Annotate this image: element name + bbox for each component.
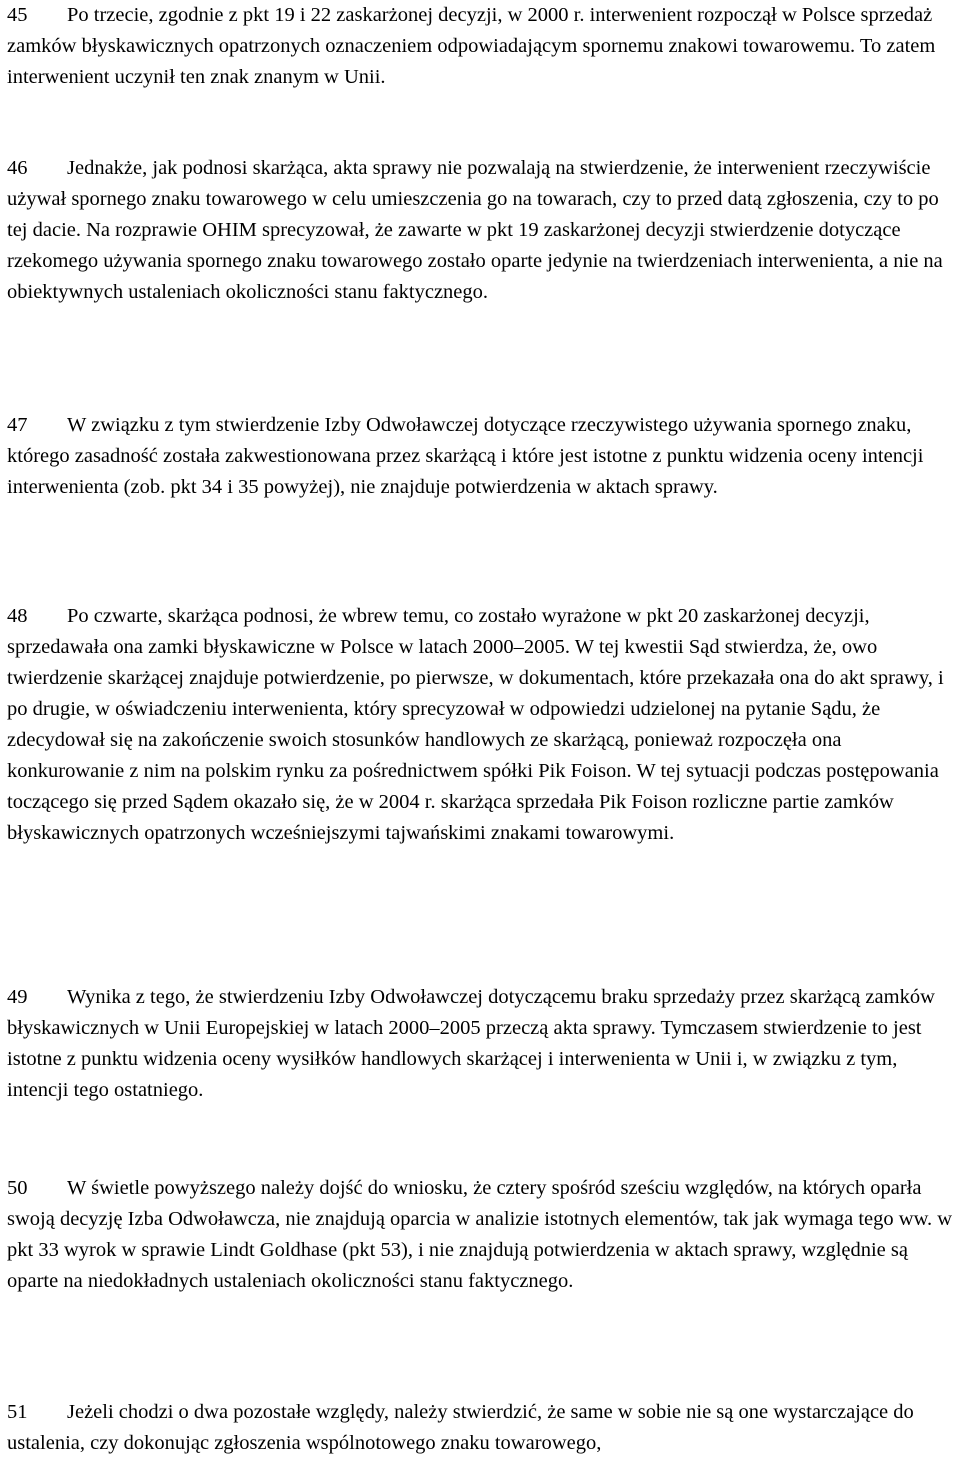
paragraph-number: 50: [7, 1177, 28, 1199]
paragraph-text: W związku z tym stwierdzenie Izby Odwoławczej dotyczące rzeczywistego używania spornego znaku, którego zasadność została zakwestionowana przez skarżącą i które jest istotne z punktu widzenia oceny intencji interwenienta (zob. pkt 34 i 35 powyżej), nie znajduje potwierdzenia w aktach sprawy.: [7, 414, 924, 498]
paragraph-50: [7, 1173, 955, 1297]
paragraph-number: 45: [7, 4, 28, 26]
paragraph-number: 48: [7, 605, 28, 627]
paragraph-text: Jeżeli chodzi o dwa pozostałe względy, należy stwierdzić, że same w sobie nie są one wystarczające do ustalenia, czy dokonując zgłoszenia wspólnotowego znaku towarowego,: [7, 1401, 914, 1454]
paragraph-text: Po trzecie, zgodnie z pkt 19 i 22 zaskarżonej decyzji, w 2000 r. interwenient rozpoczął w Polsce sprzedaż zamków błyskawicznych opatrzonych oznaczeniem odpowiadającym spornemu znakowi towarowemu. To zatem interwenient uczynił ten znak znanym w Unii.: [7, 4, 936, 88]
paragraph-number: 51: [7, 1401, 28, 1423]
paragraph-text: W świetle powyższego należy dojść do wniosku, że cztery spośród sześciu względów, na których oparła swoją decyzję Izba Odwoławcza, nie znajdują oparcia w analizie istotnych elementów, tak jak wymaga tego ww. w pkt 33 wyrok w sprawie Lindt Goldhase (pkt 53), i nie znajdują potwierdzenia w aktach sprawy, względnie są oparte na niedokładnych ustaleniach okoliczności stanu faktycznego.: [7, 1177, 953, 1292]
paragraph-45: [7, 0, 955, 93]
paragraph-text: Jednakże, jak podnosi skarżąca, akta sprawy nie pozwalają na stwierdzenie, że interwenient rzeczywiście używał spornego znaku towarowego w celu umieszczenia go na towarach, czy to przed datą zgłoszenia, czy to po tej dacie. Na rozprawie OHIM sprecyzował, że zawarte w pkt 19 zaskarżonej decyzji stwierdzenie dotyczące rzekomego używania spornego znaku towarowego zostało oparte jedynie na twierdzeniach interwenienta, a nie na obiektywnych ustaleniach okoliczności stanu faktycznego.: [7, 157, 943, 303]
paragraph-text: Po czwarte, skarżąca podnosi, że wbrew temu, co zostało wyrażone w pkt 20 zaskarżonej decyzji, sprzedawała ona zamki błyskawiczne w Polsce w latach 2000–2005. W tej kwestii Sąd stwierdza, że, owo twierdzenie skarżącej znajduje potwierdzenie, po pierwsze, w dokumentach, które przekazała ona do akt sprawy, i po drugie, w oświadczeniu interwenienta, który sprecyzował w odpowiedzi udzielonej na pytanie Sądu, że zdecydował się na zakończenie swoich stosunków handlowych ze skarżącą, ponieważ rozpoczęła ona konkurowanie z nim na polskim rynku za pośrednictwem spółki Pik Foison. W tej sytuacji podczas postępowania toczącego się przed Sądem okazało się, że w 2004 r. skarżąca sprzedała Pik Foison rozliczne partie zamków błyskawicznych opatrzonych wcześniejszymi tajwańskimi znakami towarowymi.: [7, 605, 944, 844]
paragraph-46: [7, 153, 955, 308]
paragraph-49: [7, 982, 955, 1106]
paragraph-number: 46: [7, 157, 28, 179]
paragraph-48: [7, 601, 955, 849]
paragraph-text: Wynika z tego, że stwierdzeniu Izby Odwoławczej dotyczącemu braku sprzedaży przez skarżącą zamków błyskawicznych w Unii Europejskiej w latach 2000–2005 przeczą akta sprawy. Tymczasem stwierdzenie to jest istotne z punktu widzenia oceny wysiłków handlowych skarżącej i interwenienta w Unii i, w związku z tym, intencji tego ostatniego.: [7, 986, 935, 1101]
paragraph-number: 49: [7, 986, 28, 1008]
paragraph-51: [7, 1397, 955, 1459]
paragraph-number: 47: [7, 414, 28, 436]
paragraph-47: [7, 410, 955, 503]
